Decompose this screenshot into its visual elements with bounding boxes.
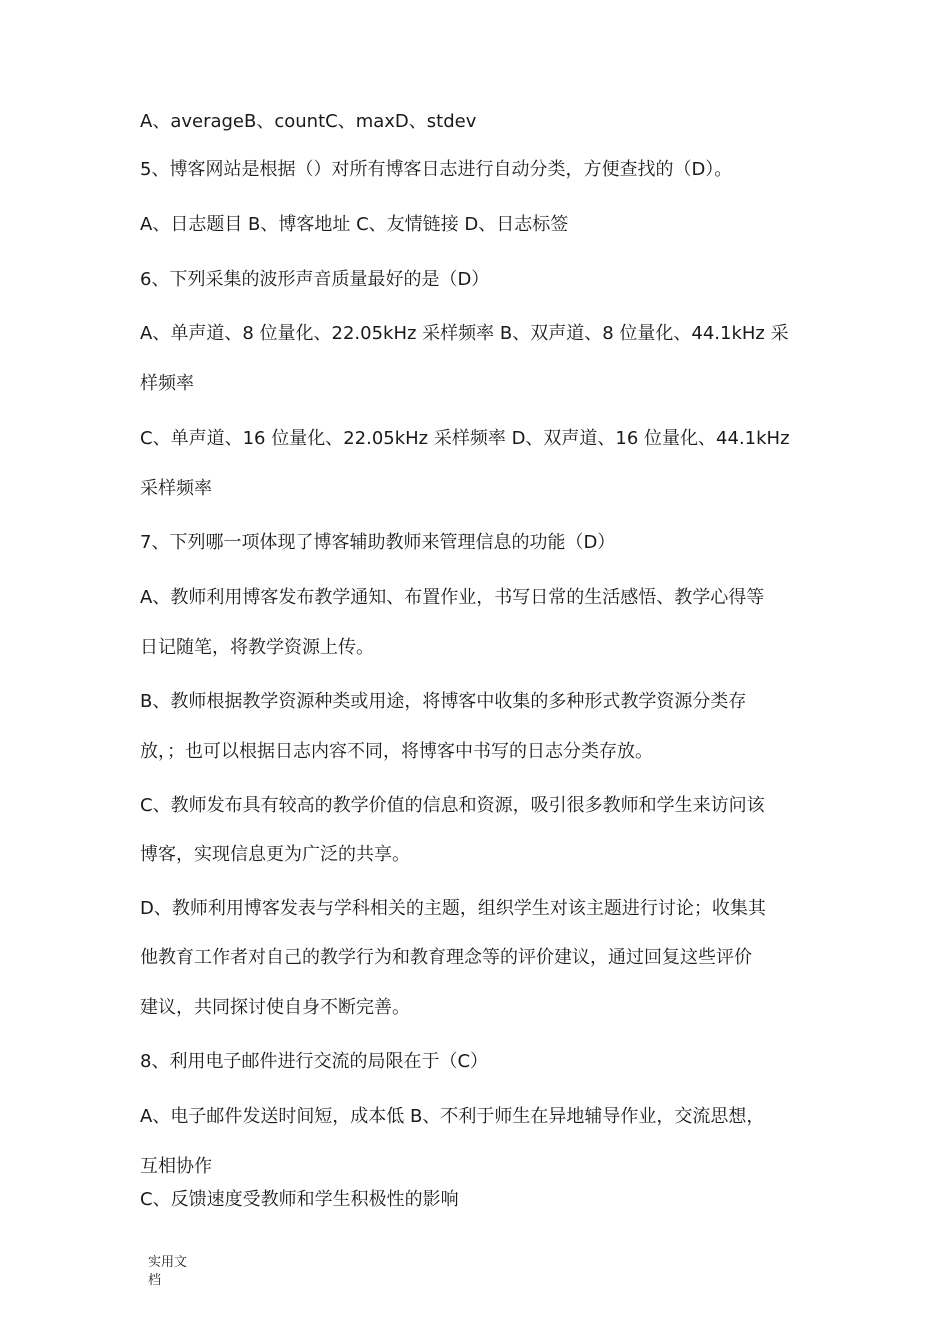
text-line: 建议，共同探讨使自身不断完善。 bbox=[140, 997, 410, 1018]
text-line: C、教师发布具有较高的教学价值的信息和资源，吸引很多教师和学生来访问该 bbox=[140, 795, 765, 816]
text-line: 7、下列哪一项体现了博客辅助教师来管理信息的功能（D） bbox=[140, 532, 616, 553]
text-line: 8、利用电子邮件进行交流的局限在于（C） bbox=[140, 1051, 489, 1072]
text-line: 采样频率 bbox=[140, 478, 212, 499]
text-line: A、日志题目 B、博客地址 C、友情链接 D、日志标签 bbox=[140, 214, 569, 235]
text-line: A、averageB、countC、maxD、stdev bbox=[140, 111, 477, 132]
text-line: 5、博客网站是根据（）对所有博客日志进行自动分类，方便查找的（D）。 bbox=[140, 159, 733, 180]
text-line: A、单声道、8 位量化、22.05kHz 采样频率 B、双声道、8 位量化、44.1kHz 采 bbox=[140, 323, 789, 344]
page-footer: 实用文档 bbox=[148, 1255, 188, 1288]
text-line: 博客，实现信息更为广泛的共享。 bbox=[140, 844, 410, 865]
text-line: B、教师根据教学资源种类或用途，将博客中收集的多种形式教学资源分类存 bbox=[140, 691, 747, 712]
text-line: 样频率 bbox=[140, 373, 194, 394]
text-line: 互相协作 bbox=[140, 1156, 212, 1177]
text-line: 放，；也可以根据日志内容不同，将博客中书写的日志分类存放。 bbox=[140, 741, 653, 762]
text-line: D、教师利用博客发表与学科相关的主题，组织学生对该主题进行讨论；收集其 bbox=[140, 898, 766, 919]
text-line: C、反馈速度受教师和学生积极性的影响 bbox=[140, 1189, 459, 1210]
text-line: 6、下列采集的波形声音质量最好的是（D） bbox=[140, 269, 490, 290]
text-line: A、电子邮件发送时间短，成本低 B、不利于师生在异地辅导作业，交流思想， bbox=[140, 1106, 765, 1127]
text-line: C、单声道、16 位量化、22.05kHz 采样频率 D、双声道、16 位量化、44.1kHz bbox=[140, 428, 790, 449]
text-line: A、教师利用博客发布教学通知、布置作业，书写日常的生活感悟、教学心得等 bbox=[140, 587, 765, 608]
text-line: 日记随笔，将教学资源上传。 bbox=[140, 637, 374, 658]
text-line: 他教育工作者对自己的教学行为和教育理念等的评价建议，通过回复这些评价 bbox=[140, 947, 752, 968]
